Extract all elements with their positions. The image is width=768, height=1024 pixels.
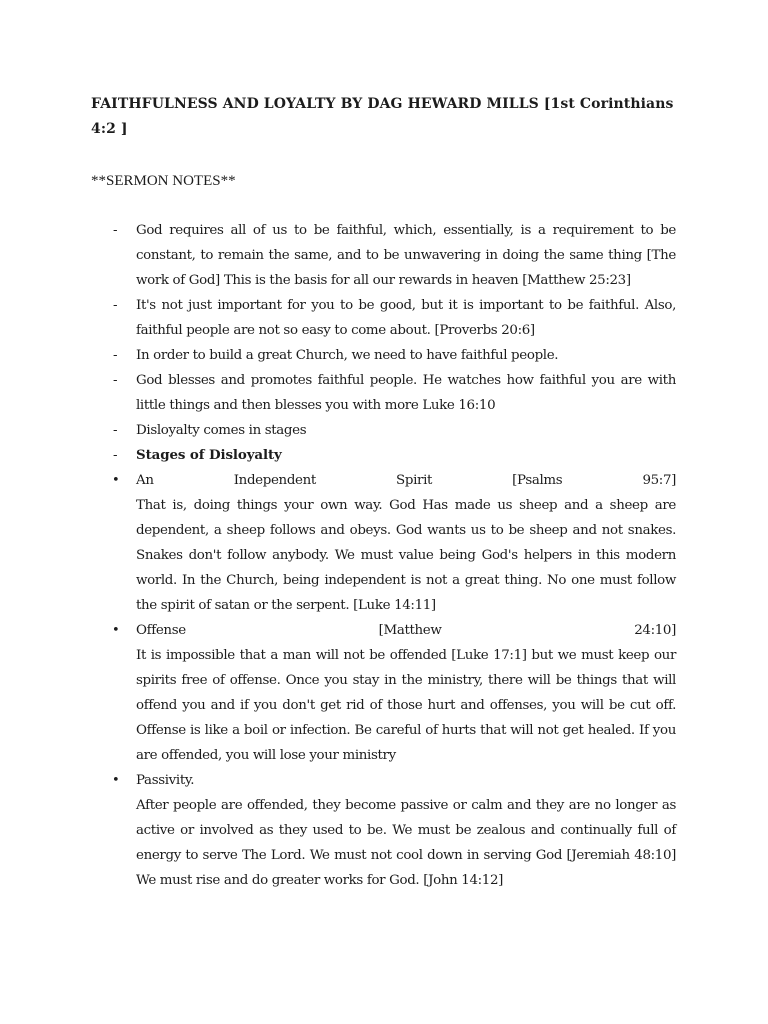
dash-marker: - — [113, 298, 118, 313]
stage-heading-word: An — [136, 473, 154, 488]
list-item — [0, 343, 676, 368]
sermon-notes-list — [0, 218, 768, 893]
stage-heading-word: 24:10] — [634, 623, 676, 638]
stage-body: After people are offended, they become passive or calm and they are no longer as active or involved as they used to be. We must be zealous and continually full of energy to serve The Lord. We must not cool down in serving God [Jeremiah 48:10] We must rise and do greater works for God. [John 14:12] — [136, 798, 676, 888]
dash-marker: - — [113, 423, 118, 438]
list-item-text: In order to build a great Church, we need to have faithful people. — [136, 348, 559, 363]
stage-heading-word: [Psalms — [512, 473, 563, 488]
list-item — [0, 293, 676, 343]
stage-heading-word: 95:7] — [642, 473, 676, 488]
list-item — [0, 218, 676, 293]
stage-heading-word: [Matthew — [378, 623, 442, 638]
bullet-marker: • — [112, 773, 120, 788]
sermon-notes-label: **SERMON NOTES** — [91, 173, 236, 189]
bullet-marker: • — [112, 623, 120, 638]
stage-heading-word: Independent — [233, 473, 316, 488]
dash-marker: - — [113, 448, 118, 463]
dash-marker: - — [113, 373, 118, 388]
stage-heading-word: Offense — [136, 623, 186, 638]
stage-item-passivity — [0, 768, 676, 893]
stage-heading-word: Passivity. — [136, 773, 195, 788]
stage-body: That is, doing things your own way. God Has made us sheep and a sheep are dependent, a sheep follows and obeys. God wants us to be sheep and not snakes. Snakes don't follow anybody. We must value being God's helpers in this modern world. In the Church, being independent is not a great thing. No one must follow the spirit of satan or the serpent. [Luke 14:11] — [136, 498, 676, 613]
stage-heading-line — [136, 618, 676, 643]
list-item-text: Disloyalty comes in stages — [136, 423, 307, 438]
stage-item-independent-spirit — [0, 468, 676, 618]
list-item-text: God blesses and promotes faithful people. He watches how faithful you are with little things and then blesses you with more Luke 16:10 — [136, 373, 676, 413]
list-item-heading — [0, 443, 676, 468]
dash-marker: - — [113, 223, 118, 238]
list-item-text: God requires all of us to be faithful, which, essentially, is a requirement to be constant, to remain the same, and to be unwavering in doing the same thing [The work of God] This is the basis for all our rewards in heaven [Matthew 25:23] — [136, 223, 676, 288]
stage-heading-line — [136, 468, 676, 493]
stages-heading: Stages of Disloyalty — [136, 447, 282, 463]
stage-item-offense — [0, 618, 676, 768]
stage-body: It is impossible that a man will not be offended [Luke 17:1] but we must keep our spirits free of offense. Once you stay in the ministry, there will be things that will offend you and if you don't get rid of those hurt and offenses, you will be cut off. Offense is like a boil or infection. Be careful of hurts that will not get healed. If you are offended, you will lose your ministry — [136, 648, 676, 763]
stage-heading-line — [136, 768, 676, 793]
list-item-text: It's not just important for you to be good, but it is important to be faithful. Also, faithful people are not so easy to come about. [Proverbs 20:6] — [136, 298, 676, 338]
list-item — [0, 418, 676, 443]
stage-heading-word: Spirit — [396, 473, 433, 488]
list-item — [0, 368, 676, 418]
document-title: FAITHFULNESS AND LOYALTY BY DAG HEWARD MILLS [1st Corinthians 4:2 ] — [91, 96, 674, 137]
bullet-marker: • — [112, 473, 120, 488]
dash-marker: - — [113, 348, 118, 363]
